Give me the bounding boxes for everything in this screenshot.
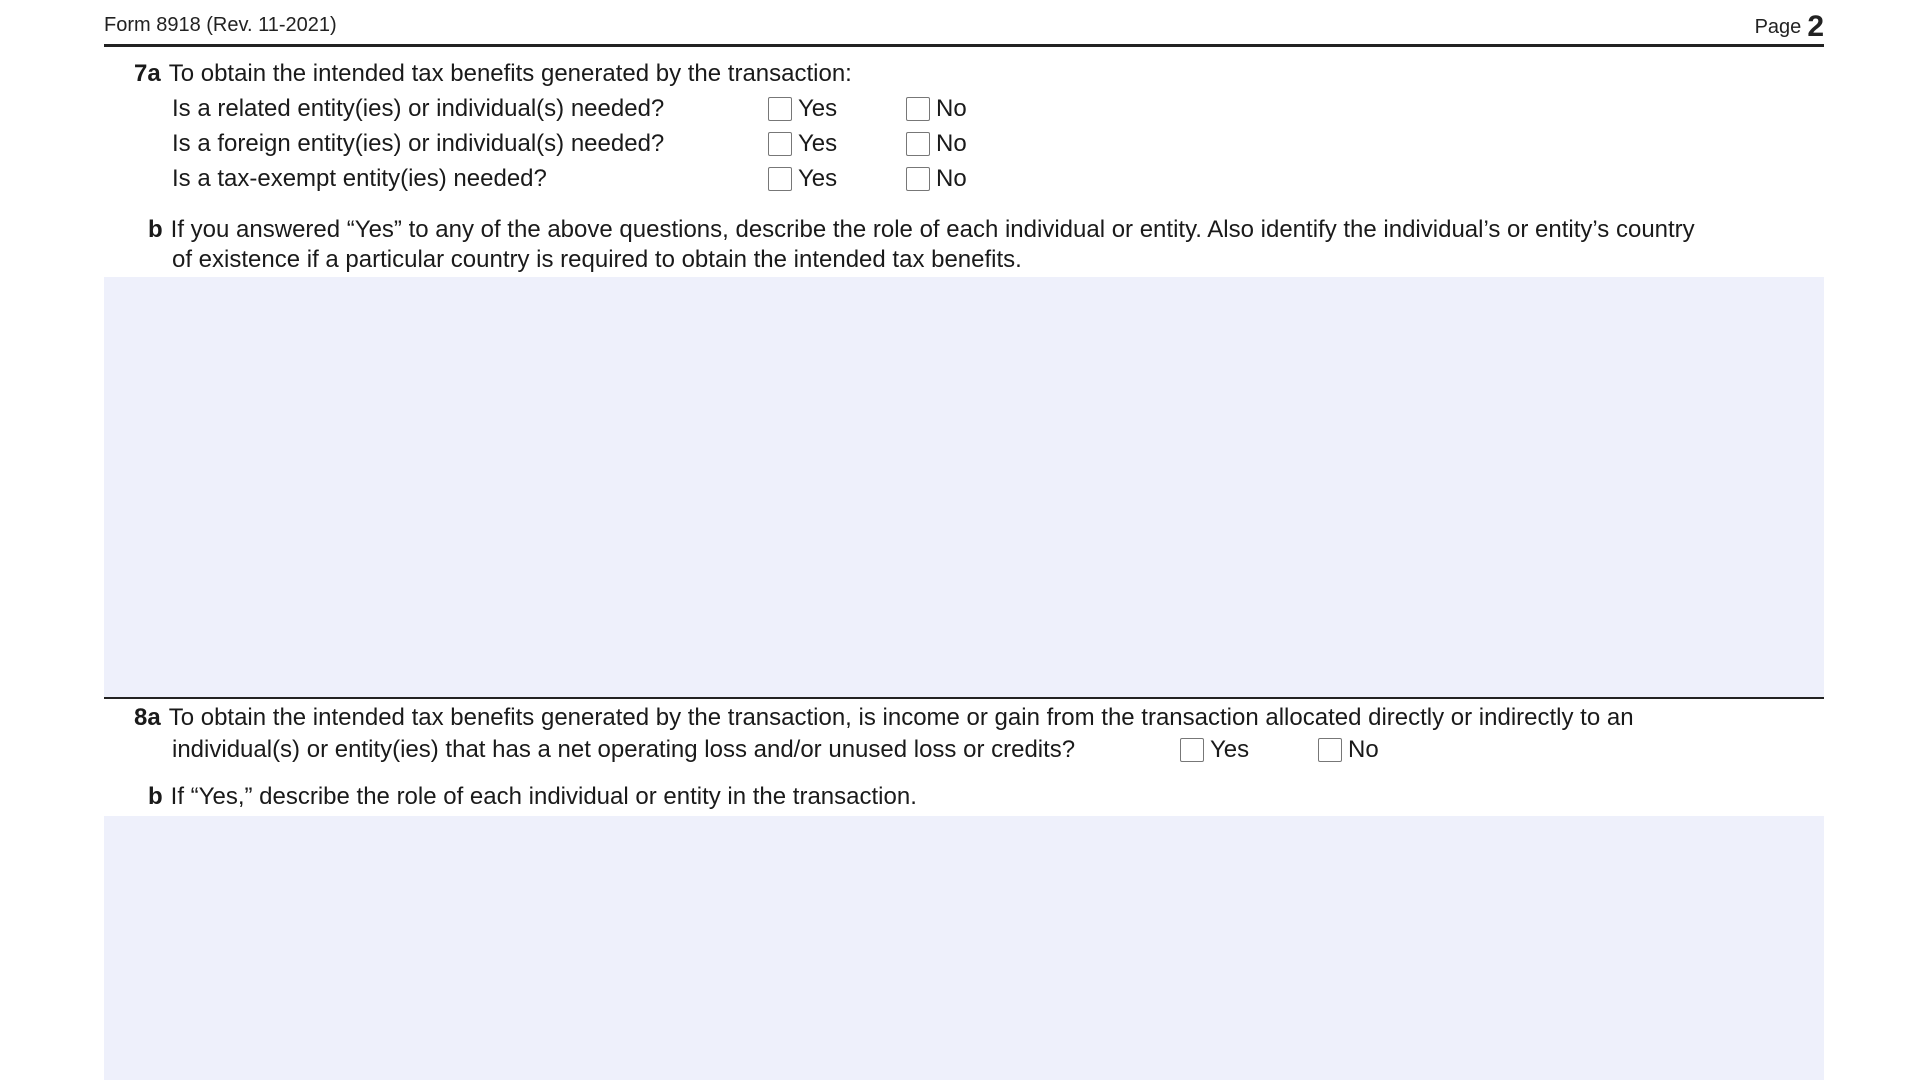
- q8b-number: b: [148, 783, 163, 810]
- page-label: Page: [1754, 16, 1802, 38]
- q7a-prompt: To obtain the intended tax benefits generated by the transaction:: [168, 60, 852, 87]
- q7b-number: b: [148, 216, 163, 243]
- form-id: Form 8918 (Rev. 11-2021): [104, 14, 337, 36]
- q7a-row2-yes-option[interactable]: [768, 130, 837, 158]
- q7a-row2-yes-label: Yes: [798, 130, 838, 157]
- q7b-response-field[interactable]: [104, 277, 1824, 697]
- q7a-row1-yes-option[interactable]: [768, 95, 837, 123]
- q7a-row1-no-label: No: [936, 95, 967, 122]
- q8b-response-field[interactable]: [104, 816, 1824, 1080]
- q7a-prompt-line: [134, 60, 852, 88]
- q8a-text-line1: To obtain the intended tax benefits generated by the transaction, is income or gain from the transaction allocated directly or indirectly to an: [168, 704, 1634, 731]
- q7a-row1-yes-checkbox[interactable]: [768, 97, 792, 121]
- q8b-line: [148, 783, 917, 811]
- q7b-text-line1: If you answered “Yes” to any of the above questions, describe the role of each individual or entity. Also identify the individual’s or entity’s country: [170, 216, 1695, 243]
- q7a-row3-no-option[interactable]: [906, 165, 967, 193]
- q7a-row1-no-checkbox[interactable]: [906, 97, 930, 121]
- q7a-row2-no-checkbox[interactable]: [906, 132, 930, 156]
- q7a-row3-question: Is a tax-exempt entity(ies) needed?: [172, 165, 547, 192]
- section-divider: [104, 697, 1824, 699]
- q7a-row2-no-option[interactable]: [906, 130, 967, 158]
- form-page: [104, 0, 1824, 1080]
- q8a-line1: [134, 704, 1634, 732]
- q7a-row3-yes-checkbox[interactable]: [768, 167, 792, 191]
- q7a-row2-yes-checkbox[interactable]: [768, 132, 792, 156]
- q8a-yes-label: Yes: [1210, 736, 1250, 763]
- form-header: [104, 10, 1824, 47]
- page-indicator: [1755, 10, 1824, 44]
- q7b-line1: [148, 216, 1695, 244]
- q8a-no-label: No: [1348, 736, 1379, 763]
- q7a-row3-no-checkbox[interactable]: [906, 167, 930, 191]
- q7a-row1-yes-label: Yes: [798, 95, 838, 122]
- q7b-line2: of existence if a particular country is required to obtain the intended tax benefits.: [172, 246, 1022, 273]
- q7a-row2-question: Is a foreign entity(ies) or individual(s) needed?: [172, 130, 665, 157]
- q7a-row1-no-option[interactable]: [906, 95, 967, 123]
- q8a-no-option[interactable]: [1318, 736, 1379, 764]
- q8a-number: 8a: [134, 704, 161, 731]
- q7a-row1-question: Is a related entity(ies) or individual(s) needed?: [172, 95, 665, 122]
- q7a-row3-no-label: No: [936, 165, 967, 192]
- page-number: 2: [1807, 10, 1824, 43]
- q7a-row2-no-label: No: [936, 130, 967, 157]
- q7a-row3-yes-label: Yes: [798, 165, 838, 192]
- q8a-yes-checkbox[interactable]: [1180, 738, 1204, 762]
- q8a-no-checkbox[interactable]: [1318, 738, 1342, 762]
- q8b-prompt: If “Yes,” describe the role of each individual or entity in the transaction.: [170, 783, 917, 810]
- q8a-yes-option[interactable]: [1180, 736, 1249, 764]
- q8a-line2: individual(s) or entity(ies) that has a net operating loss and/or unused loss or credits?: [172, 736, 1076, 763]
- q7a-number: 7a: [134, 60, 161, 87]
- q7a-row3-yes-option[interactable]: [768, 165, 837, 193]
